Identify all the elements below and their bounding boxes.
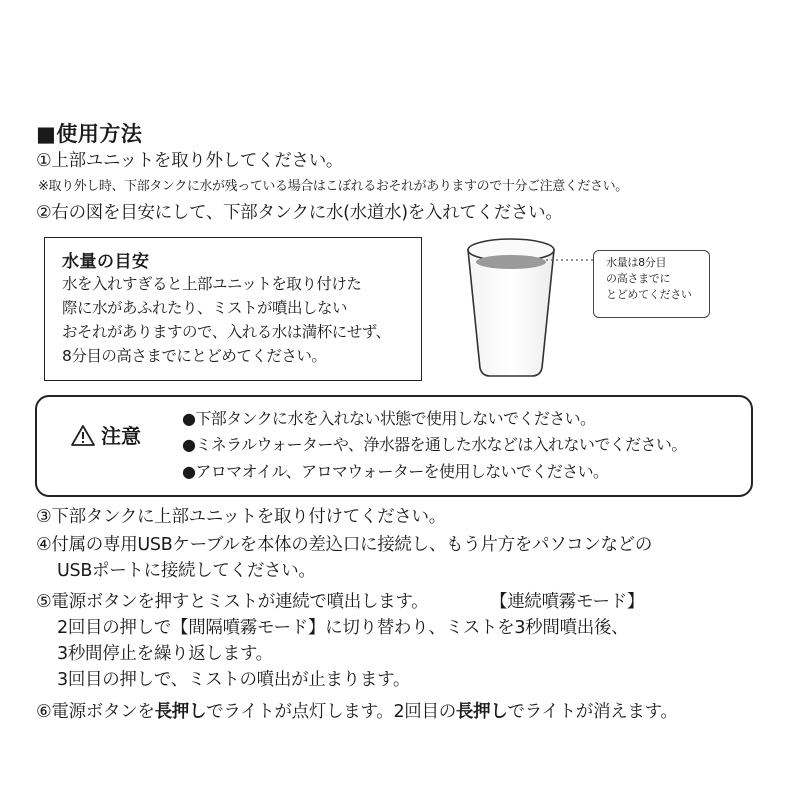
water-guide-box	[44, 237, 422, 381]
caution-item: ●アロマオイル、アロマウォーターを使用しないでください。	[182, 462, 609, 481]
step-6-text: ⑥電源ボタンを	[36, 702, 155, 722]
section-title: ■使用方法	[36, 122, 143, 146]
step-6-text: でライトが点灯します。2回目の	[206, 702, 456, 722]
step-4-line-1: ④付属の専用USBケーブルを本体の差込口に接続し、もう片方をパソコンなどの	[36, 535, 653, 555]
step-6-emphasis: 長押し	[455, 702, 508, 722]
step-6-emphasis: 長押し	[154, 702, 207, 722]
step-5-line-4: 3回目の押しで、ミストの噴出が止まります。	[57, 670, 411, 690]
warning-triangle-icon	[71, 424, 95, 446]
callout-line: とどめてください	[606, 288, 692, 301]
callout-line: の高さまでに	[606, 272, 671, 285]
caution-item: ●ミネラルウォーターや、浄水器を通した水などは入れないでください。	[182, 435, 687, 454]
water-guide-line: 水を入れすぎると上部ユニットを取り付けた	[62, 275, 362, 293]
step-6-text: でライトが消えます。	[507, 702, 678, 722]
step-6	[36, 701, 678, 723]
step-2: ②右の図を目安にして、下部タンクに水(水道水)を入れてください。	[36, 203, 563, 223]
step-5-line-3: 3秒間停止を繰り返します。	[57, 644, 273, 664]
callout-line: 水量は8分目	[606, 256, 667, 269]
water-guide-line: 8分目の高さまでにとどめてください。	[62, 347, 327, 365]
caution-item: ●下部タンクに水を入れない状態で使用しないでください。	[182, 409, 596, 428]
water-level	[476, 255, 546, 269]
caution-box	[35, 395, 753, 497]
step-4-line-2: USBポートに接続してください。	[57, 561, 316, 581]
step-5-line-2: 2回目の押しで【間隔噴霧モード】に切り替わり、ミストを3秒間噴出後、	[57, 618, 629, 638]
caution-label-group	[71, 420, 141, 449]
tank-diagram	[460, 230, 600, 390]
caution-label: 注意	[101, 424, 141, 448]
step-5-line-1: ⑤電源ボタンを押すとミストが連続で噴出します。	[36, 592, 429, 612]
step-1-note: ※取り外し時、下部タンクに水が残っている場合はこぼれるおそれがありますので十分ご注意ください。	[38, 179, 628, 194]
continuous-mode-label: 【連続噴霧モード】	[490, 592, 645, 612]
step-1: ①上部ユニットを取り外してください。	[36, 151, 344, 171]
water-guide-line: 際に水があふれたり、ミストが噴出しない	[62, 299, 348, 317]
water-guide-line: おそれがありますので、入れる水は満杯にせず、	[62, 323, 391, 341]
water-level-callout	[593, 250, 710, 318]
water-guide-title: 水量の目安	[62, 252, 150, 272]
step-3: ③下部タンクに上部ユニットを取り付けてください。	[36, 507, 446, 527]
